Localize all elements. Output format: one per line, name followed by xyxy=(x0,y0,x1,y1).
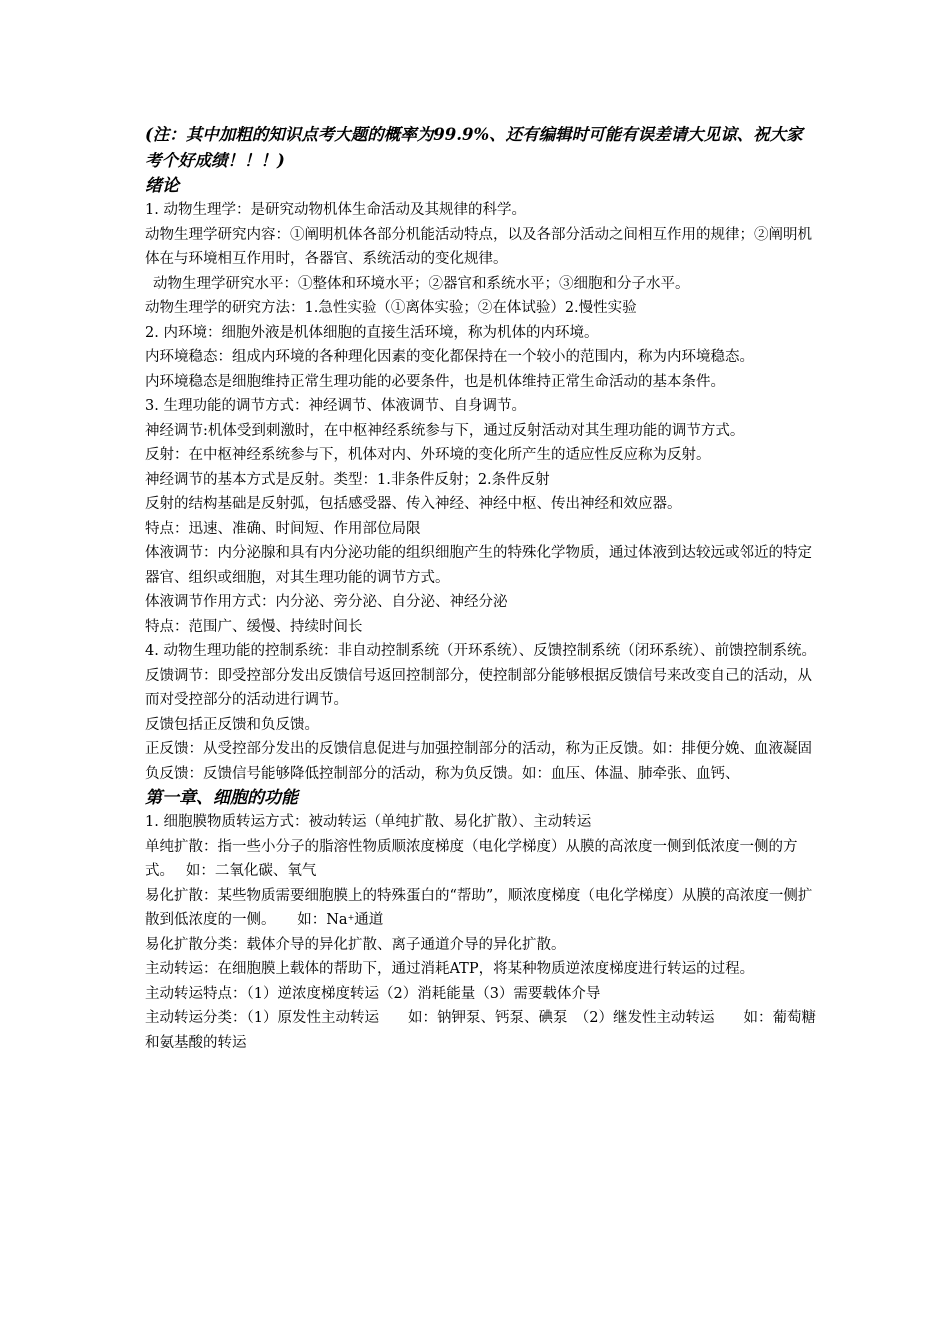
paragraph: 特点：迅速、准确、时间短、作用部位局限 xyxy=(145,520,421,537)
paragraph: 主动转运：在细胞膜上载体的帮助下，通过消耗ATP，将某种物质逆浓度梯度进行转运的过程。 xyxy=(145,961,755,977)
section-heading-intro: 绪论 xyxy=(145,176,179,196)
paragraph: 神经调节:机体受到刺激时，在中枢神经系统参与下，通过反射活动对其生理功能的调节方式。 xyxy=(145,422,745,439)
paragraph: 3. 生理功能的调节方式：神经调节、体液调节、自身调节。 xyxy=(145,398,526,414)
paragraph: 反射的结构基础是反射弧，包括感受器、传入神经、神经中枢、传出神经和效应器。 xyxy=(145,496,682,512)
section-heading-chapter-1: 第一章、细胞的功能 xyxy=(145,788,298,808)
paragraph: 特点：范围广、缓慢、持续时间长 xyxy=(145,618,363,635)
paragraph: 反射：在中枢神经系统参与下，机体对内、外环境的变化所产生的适应性反应称为反射。 xyxy=(145,447,711,463)
editor-note: (注：其中加粗的知识点考大题的概率为99.9%、还有编辑时可能有误差请大见谅、祝大家考个好成绩！！！) xyxy=(145,125,803,170)
paragraph: 2. 内环境：细胞外液是机体细胞的直接生活环境，称为机体的内环境。 xyxy=(145,324,599,341)
paragraph: 动物生理学的研究方法：1.急性实验（①离体实验；②在体试验）2.慢性实验 xyxy=(145,300,637,316)
document-page xyxy=(145,122,817,1055)
paragraph: 动物生理学研究水平：①整体和环境水平；②器官和系统水平；③细胞和分子水平。 xyxy=(153,275,690,292)
paragraph: 体液调节作用方式：内分泌、旁分泌、自分泌、神经分泌 xyxy=(145,594,508,610)
paragraph: 主动转运分类：（1）原发性主动转运 如：钠钾泵、钙泵、碘泵 （2）继发性主动转运 如：葡萄糖和氨基酸的转运 xyxy=(145,1010,816,1051)
paragraph-text-suffix: 通道 xyxy=(354,912,384,928)
paragraph: 体液调节：内分泌腺和具有内分泌功能的组织细胞产生的特殊化学物质，通过体液到达较远或邻近的特定器官、组织或细胞，对其生理功能的调节方式。 xyxy=(145,545,812,586)
paragraph: 4. 动物生理功能的控制系统：非自动控制系统（开环系统）、反馈控制系统（闭环系统）、前馈控制系统。 xyxy=(145,643,816,659)
paragraph-text: 易化扩散：某些物质需要细胞膜上的特殊蛋白的“帮助”，顺浓度梯度（电化学梯度）从膜的高浓度一侧扩散到低浓度的一侧。 如：Na xyxy=(145,887,813,928)
paragraph: 1. 动物生理学：是研究动物机体生命活动及其规律的科学。 xyxy=(145,202,526,218)
paragraph: 负反馈：反馈信号能够降低控制部分的活动，称为负反馈。如：血压、体温、肺牵张、血钙、 xyxy=(145,765,740,782)
paragraph: 内环境稳态：组成内环境的各种理化因素的变化都保持在一个较小的范围内，称为内环境稳态。 xyxy=(145,349,754,365)
paragraph: 单纯扩散：指一些小分子的脂溶性物质顺浓度梯度（电化学梯度）从膜的高浓度一侧到低浓度一侧的方式。 如：二氧化碳、氧气 xyxy=(145,838,798,879)
paragraph: 1. 细胞膜物质转运方式：被动转运（单纯扩散、易化扩散）、主动转运 xyxy=(145,814,592,830)
paragraph: 神经调节的基本方式是反射。类型：1.非条件反射；2.条件反射 xyxy=(145,471,550,488)
paragraph: 反馈调节：即受控部分发出反馈信号返回控制部分，使控制部分能够根据反馈信号来改变自己的活动，从而对受控部分的活动进行调节。 xyxy=(145,667,812,708)
paragraph-with-superscript xyxy=(145,884,817,933)
paragraph: 反馈包括正反馈和负反馈。 xyxy=(145,716,319,733)
paragraph: 正反馈：从受控部分发出的反馈信息促进与加强控制部分的活动，称为正反馈。如：排便分娩、血液凝固 xyxy=(145,741,812,757)
paragraph: 内环境稳态是细胞维持正常生理功能的必要条件，也是机体维持正常生命活动的基本条件。 xyxy=(145,373,725,390)
paragraph: 动物生理学研究内容：①阐明机体各部分机能活动特点，以及各部分活动之间相互作用的规律；②阐明机体在与环境相互作用时，各器官、系统活动的变化规律。 xyxy=(145,226,812,267)
paragraph: 主动转运特点：（1）逆浓度梯度转运（2）消耗能量（3）需要载体介导 xyxy=(145,985,601,1002)
superscript: + xyxy=(347,913,355,922)
paragraph: 易化扩散分类：载体介导的异化扩散、离子通道介导的异化扩散。 xyxy=(145,936,566,953)
